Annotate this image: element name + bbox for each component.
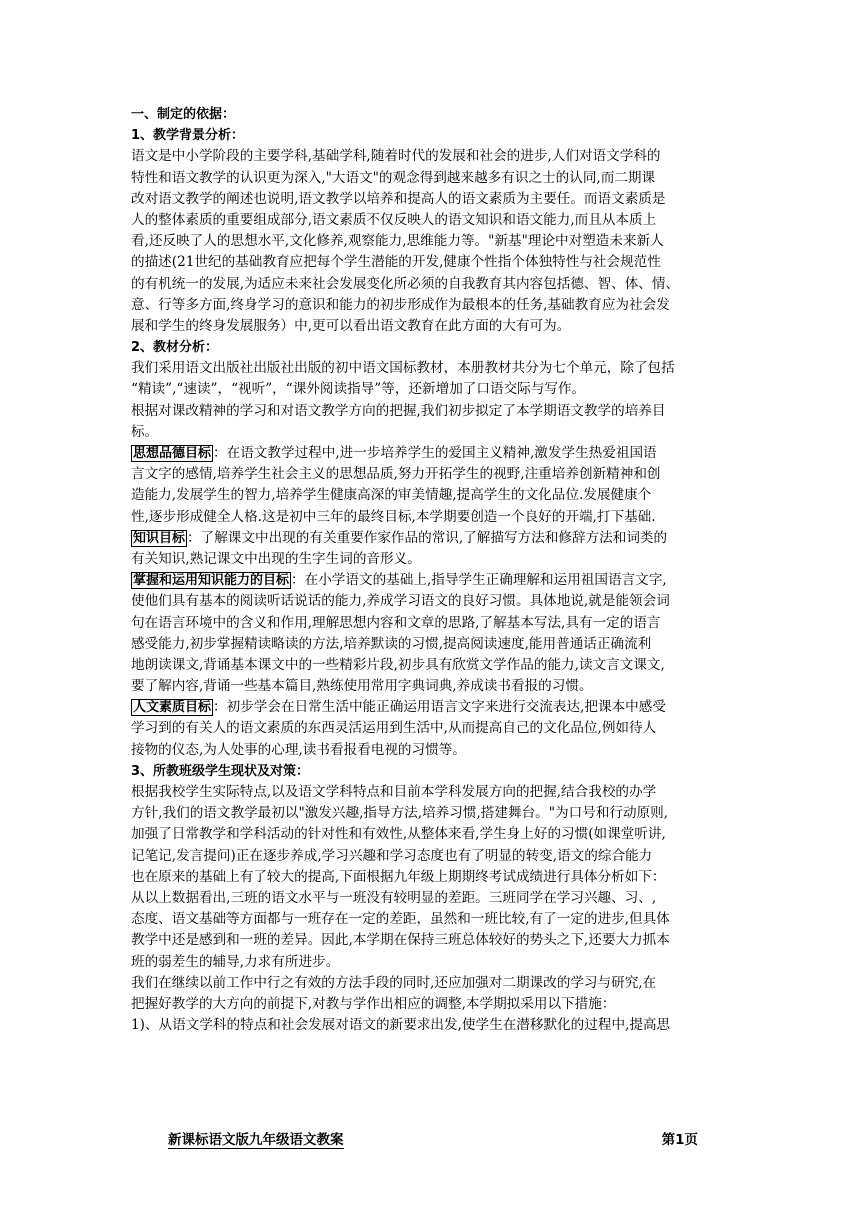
moral-goal-text: ：在语文教学过程中,进一步培养学生的爱国主义精神,激发学生热爱祖国语 — [213, 445, 657, 461]
paragraph-line: 性,逐步形成健全人格.这是初中三年的最终目标,本学期要创造一个良好的开端,打下基础. — [131, 508, 656, 525]
paragraph-line: 言文字的感情,培养学生社会主义的思想品质,努力开拓学生的视野,注重培养创新精神和创 — [131, 466, 661, 483]
paragraph-line: “精读”,“速读”，“视听”，“课外阅读指导”等，还新增加了口语交际与写作。 — [131, 381, 586, 398]
page-footer — [168, 1128, 698, 1150]
ability-goal-text: ：在小学语文的基础上,指导学生正确理解和运用祖国语言文字, — [291, 572, 667, 589]
paragraph-line: 意、行等多方面,终身学习的意识和能力的初步形成作为最根本的任务,基础教育应为社会发 — [131, 296, 670, 313]
paragraph-line: 要了解内容,背诵一些基本篇目,熟练使用常用字典词典,养成读书看报的习惯。 — [131, 678, 593, 695]
humanity-goal-text: ：初步学会在日常生活中能正确运用语言文字来进行交流表达,把课本中感受 — [213, 699, 666, 716]
paragraph-line: 方针,我们的语文教学最初以"激发兴趣,指导方法,培养习惯,搭建舞台。"为口号和行动原则, — [131, 805, 669, 822]
paragraph-line: 也在原来的基础上有了较大的提高,下面根据九年级上期期终考试成绩进行具体分析如下： — [131, 868, 666, 885]
paragraph-line: 的有机统一的发展,为适应未来社会发展变化所必须的自我教育其内容包括德、智、体、情、 — [131, 275, 680, 292]
paragraph-line: 从以上数据看出,三班的语文水平与一班没有较明显的差距。三班同学在学习兴趣、习、, — [131, 889, 657, 906]
paragraph-line: 班的弱差生的辅导,力求有所进步。 — [131, 953, 340, 970]
paragraph-line: 看,还反映了人的思想水平,文化修养,观察能力,思维能力等。"新基"理论中对塑造未来新人 — [131, 233, 664, 250]
humanity-goal-label: 人文素质目标 — [133, 700, 212, 716]
heading-background: 1、教学背景分析： — [131, 128, 245, 144]
paragraph-line: 人的整体素质的重要组成部分,语文素质不仅反映人的语文知识和语文能力,而且从本质上 — [131, 211, 657, 228]
heading-basis: 一、制定的依据： — [131, 107, 236, 122]
paragraph-line: 语文是中小学阶段的主要学科,基础学科,随着时代的发展和社会的进步,人们对语文学科的 — [131, 148, 661, 165]
paragraph-line: 改对语文教学的阐述也说明,语文教学以培养和提高人的语文素质为主要任。而语文素质是 — [131, 190, 666, 207]
paragraph-line: 造能力,发展学生的智力,培养学生健康高深的审美情趣,提高学生的文化品位.发展健康个 — [131, 487, 652, 504]
paragraph-line: 有关知识,熟记课文中出现的生字生词的音形义。 — [131, 550, 421, 567]
paragraph-line: 标。 — [131, 423, 159, 440]
paragraph-line: 地朗读课文,背诵基本课文中的一些精彩片段,初步具有欣赏文学作品的能力,读文言文课文, — [131, 656, 665, 673]
ability-goal-line — [131, 570, 743, 591]
paragraph-line: 句在语言环境中的含义和作用,理解思想内容和文章的思路,了解基本写法,具有一定的语言 — [131, 614, 661, 631]
paragraph-line: 根据对课改精神的学习和对语文教学方向的把握,我们初步拟定了本学期语文教学的培养目 — [131, 402, 666, 419]
paragraph-line: 特性和语文教学的认识更为深入,"大语文"的观念得到越来越多有识之士的认同,而二期课 — [131, 169, 656, 186]
paragraph-line: 根据我校学生实际特点,以及语文学科特点和目前本学科发展方向的把握,结合我校的办学 — [131, 784, 657, 800]
knowledge-goal-line — [131, 528, 743, 549]
document-body — [131, 104, 743, 1036]
paragraph-line: 感受能力,初步掌握精读略读的方法,培养默读的习惯,提高阅读速度,能用普通话正确流利 — [131, 635, 652, 652]
paragraph-line: 把握好教学的大方向的前提下,对教与学作出相应的调整,本学期拟采用以下措施： — [131, 995, 616, 1012]
paragraph-line: 加强了日常教学和学科活动的针对性和有效性,从整体来看,学生身上好的习惯(如课堂听讲, — [131, 826, 666, 843]
paragraph-line: 接物的仪态,为人处事的心理,读书看报看电视的习惯等。 — [131, 741, 466, 758]
moral-goal-label: 思想品德目标 — [133, 446, 212, 461]
knowledge-goal-label: 知识目标 — [133, 530, 186, 546]
humanity-goal-line — [131, 697, 743, 718]
paragraph-line: 使他们具有基本的阅读听话说话的能力,养成学习语文的良好习惯。具体地说,就是能领会词 — [131, 593, 670, 610]
knowledge-goal-text: ：了解课文中出现的有关重要作家作品的常识,了解描写方法和修辞方法和词类的 — [187, 529, 668, 546]
heading-students: 3、所教班级学生现状及对策： — [131, 763, 310, 779]
paragraph-line: 1)、从语文学科的特点和社会发展对语文的新要求出发,使学生在潜移默化的过程中,提高思 — [131, 1017, 671, 1034]
footer-title: 新课标语文版九年级语文教案 — [168, 1128, 344, 1149]
paragraph-line: 展和学生的终身发展服务）中,更可以看出语文教育在此方面的大有可为。 — [131, 317, 571, 334]
paragraph-line: 态度、语文基础等方面都与一班存在一定的差距，虽然和一班比较,有了一定的进步,但具体 — [131, 911, 670, 928]
paragraph-line: 的描述(21世纪的基础教育应把每个学生潜能的开发,健康个性指个体独特性与社会规范性 — [131, 254, 661, 271]
paragraph-line: 记笔记,发言提问)正在逐步养成,学习兴趣和学习态度也有了明显的转变,语文的综合能力 — [131, 847, 653, 864]
ability-goal-label: 掌握和运用知识能力的目标 — [133, 573, 290, 589]
moral-goal-line — [131, 443, 743, 464]
paragraph-line: 我们在继续以前工作中行之有效的方法手段的同时,还应加强对二期课改的学习与研究,在 — [131, 974, 657, 991]
page-number: 第1页 — [661, 1132, 698, 1148]
paragraph-line: 教学中还是感到和一班的差异。因此,本学期在保持三班总体较好的势头之下,还要大力抓本 — [131, 932, 670, 949]
paragraph-line: 学习到的有关人的语文素质的东西灵活运用到生活中,从而提高自己的文化品位,例如待人 — [131, 720, 657, 737]
paragraph-line: 我们采用语文出版社出版社出版的初中语文国标教材，本册教材共分为七个单元，除了包括 — [131, 360, 675, 377]
heading-textbook: 2、教材分析： — [131, 340, 219, 356]
